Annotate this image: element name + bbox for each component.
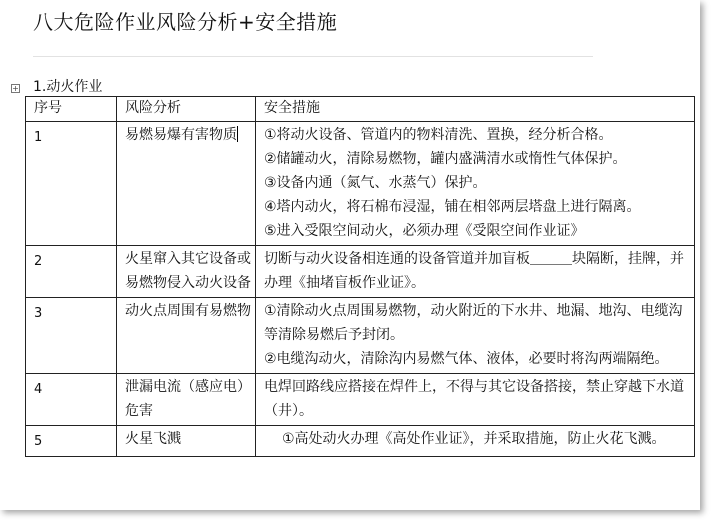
row-risk: 泄漏电流（感应电）危害 [117,374,256,426]
measure-line: ⑤进入受限空间动火，必须办理《受限空间作业证》 [264,223,585,239]
header-risk: 风险分析 [117,97,256,122]
risk-text: 易燃易爆有害物质 [125,127,237,143]
table-row [26,246,695,298]
row-measures [256,122,695,246]
header-no: 序号 [26,97,117,122]
row-no: 5 [26,426,117,457]
measure-line: 电焊回路线应搭接在焊件上，不得与其它设备搭接，禁止穿越下水道（井）。 [264,379,684,419]
measure-line: ①将动火设备、管道内的物料清洗、置换，经分析合格。 [264,127,613,143]
row-no: 4 [26,374,117,426]
table-header-row [26,97,695,122]
risk-table [25,96,695,457]
document-title: 八大危险作业风险分析+安全措施 [33,10,338,34]
table-row [26,426,695,457]
table-row [26,122,695,246]
row-measures [256,374,695,426]
row-measures [256,426,695,457]
measure-line: ②电缆沟动火，清除沟内易燃气体、液体，必要时将沟两端隔绝。 [264,351,669,367]
measure-line: ②储罐动火，清除易燃物，罐内盛满清水或惰性气体保护。 [264,151,627,167]
section-heading: 1.动火作业 [33,79,103,95]
header-measures: 安全措施 [256,97,695,122]
row-risk[interactable] [117,122,256,246]
row-risk: 火星窜入其它设备或易燃物侵入动火设备 [117,246,256,298]
row-risk: 火星飞溅 [117,426,256,457]
measure-line: 切断与动火设备相连通的设备管道并加盲板＿＿＿块隔断，挂牌，并办理《抽堵盲板作业证》。 [264,251,684,291]
measure-line: ①高处动火办理《高处作业证》，并采取措施，防止火花飞溅。 [282,431,666,447]
table-row [26,374,695,426]
measure-line: ①清除动火点周围易燃物，动火附近的下水井、地漏、地沟、电缆沟等清除易燃后予封闭。 [264,303,683,343]
row-no: 3 [26,298,117,374]
table-move-handle-icon[interactable]: + [12,84,19,93]
text-cursor [237,126,238,142]
table-row [26,298,695,374]
title-divider [33,56,593,57]
row-measures [256,298,695,374]
row-measures [256,246,695,298]
measure-line: ④塔内动火，将石棉布浸湿，铺在相邻两层塔盘上进行隔离。 [264,199,641,215]
measure-line: ③设备内通（氮气、水蒸气）保护。 [264,175,487,191]
row-risk: 动火点周围有易燃物 [117,298,256,374]
row-no: 1 [26,122,117,246]
row-no: 2 [26,246,117,298]
